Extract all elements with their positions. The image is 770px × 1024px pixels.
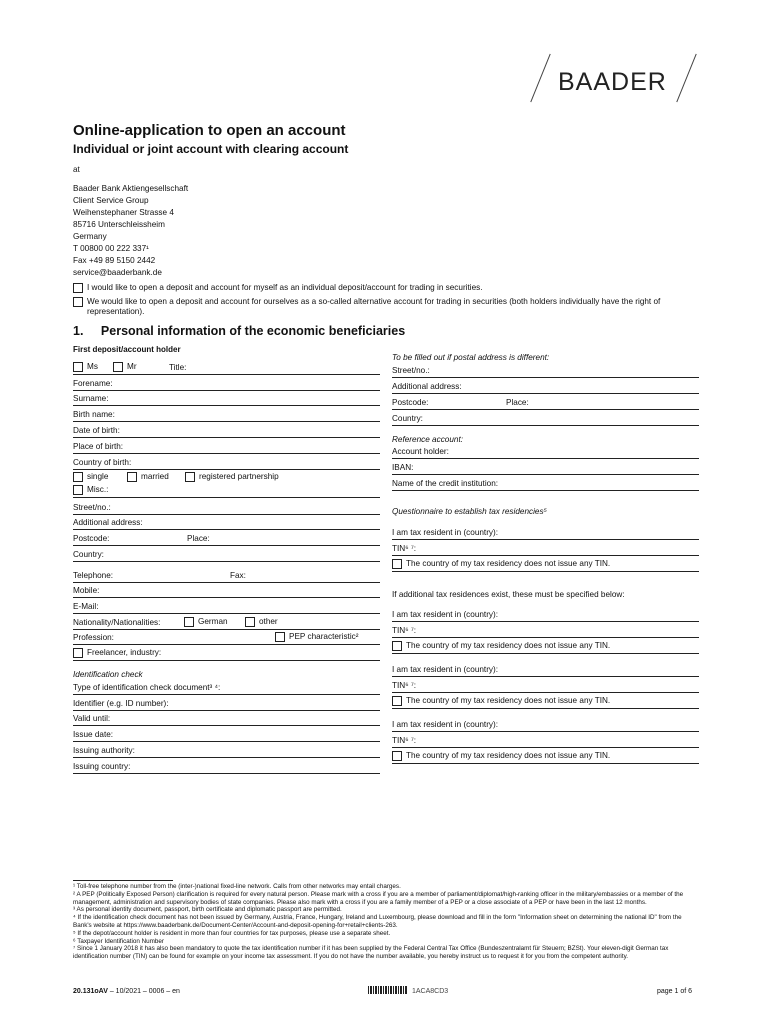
date-of-birth-field[interactable] — [73, 423, 380, 438]
issuing-authority-field[interactable] — [73, 743, 380, 758]
no-tin-label: The country of my tax residency does not issue any TIN. — [406, 696, 611, 706]
reference-account-heading: Reference account: — [392, 435, 464, 444]
address-line: Baader Bank Aktiengesellschaft — [73, 184, 189, 193]
identifier-field[interactable] — [73, 696, 380, 711]
surname-label: Surname: — [73, 394, 109, 403]
footnote: ¹ Toll-free telephone number from the (inter-)national fixed-line network. Calls from other networks may entail charges. — [73, 883, 401, 890]
footnote: ⁷ Since 1 January 2018 it has also been mandatory to quote the tax identification number if it has been supplied by the Federal Central Tax Office (Bundeszentralamt für Steuern; BZSt). Your eleven-digit German tax identification number (TIN) can be found for example on your income tax assessment. If you do not have the number available, you hereby instruct us to request it for you from the competent authority. — [73, 945, 669, 961]
postal-country-field[interactable] — [392, 411, 699, 426]
footnote: ⁵ If the depot/account holder is resident in more than four countries for tax purposes, please use a separate sheet. — [73, 929, 391, 937]
individual-account-label: I would like to open a deposit and account for myself as an individual deposit/account for trading in securities. — [87, 283, 483, 292]
address-line: Client Service Group — [73, 196, 149, 205]
profession-field[interactable] — [73, 630, 380, 645]
tin-label: TIN⁶ ⁷: — [392, 544, 417, 553]
telephone-label: Telephone: — [73, 571, 114, 580]
other-label: other — [259, 617, 278, 627]
barcode — [368, 986, 408, 994]
forename-field[interactable] — [73, 376, 380, 391]
logo-text: BAADER — [558, 68, 667, 96]
joint-account-checkbox[interactable] — [73, 297, 83, 307]
fax-label: Fax: — [230, 571, 246, 580]
section-title: Personal information of the economic beneficiaries — [100, 324, 406, 338]
footnotes — [73, 883, 700, 961]
no-tin-checkbox[interactable] — [392, 641, 402, 651]
nationality-field[interactable] — [73, 615, 380, 630]
ms-checkbox[interactable] — [73, 362, 83, 372]
postal-additional-address-label: Additional address: — [392, 382, 462, 391]
id-type-label: Type of identification check document³ ⁴: — [73, 683, 221, 692]
german-checkbox[interactable] — [184, 617, 194, 627]
section-heading — [73, 324, 405, 338]
additional-address-field[interactable] — [73, 515, 380, 530]
country-field[interactable] — [73, 547, 380, 562]
address-line: Weihenstephaner Strasse 4 — [73, 208, 174, 217]
no-tin-checkbox[interactable] — [392, 559, 402, 569]
page-title: Online-application to open an account — [73, 122, 346, 139]
postal-address-note: To be filled out if postal address is different: — [392, 353, 550, 362]
issue-date-label: Issue date: — [73, 730, 114, 739]
pep-checkbox[interactable] — [275, 632, 285, 642]
birth-name-label: Birth name: — [73, 410, 115, 419]
valid-until-field[interactable] — [73, 711, 380, 726]
postal-postcode-label: Postcode: — [392, 398, 429, 407]
logo-slash-left — [530, 54, 550, 103]
no-tin-label: The country of my tax residency does not issue any TIN. — [406, 641, 611, 651]
mobile-field[interactable] — [73, 583, 380, 598]
title-label: Title: — [169, 363, 187, 372]
additional-tax-note: If additional tax residences exist, these must be specified below: — [392, 590, 625, 599]
tin-label: TIN⁶ ⁷: — [392, 681, 417, 690]
telephone-fax-field[interactable] — [73, 568, 380, 583]
mr-checkbox[interactable] — [113, 362, 123, 372]
freelancer-label: Freelancer, industry: — [87, 648, 162, 658]
tin-field[interactable] — [392, 678, 699, 693]
no-tin-row — [392, 749, 699, 764]
footnote: ⁴ If the identification check document has not been issued by Germany, Austria, France, Hungary, Ireland and Luxembourg, please download and fill in the form "Information sheet on determining the national ID" from the Bank's website at https://www.baaderbank.de/Document-Center/Account-and-deposit-opening-for+retail+clients-263. — [73, 914, 682, 929]
id-check-heading: Identification check — [73, 670, 143, 679]
postal-street-field[interactable] — [392, 363, 699, 378]
valid-until-label: Valid until: — [73, 714, 111, 723]
postal-postcode-place-field[interactable] — [392, 395, 699, 410]
postal-additional-address-field[interactable] — [392, 379, 699, 394]
account-holder-label: Account holder: — [392, 447, 449, 456]
postal-place-label: Place: — [506, 398, 529, 407]
postal-country-label: Country: — [392, 414, 423, 423]
email-field[interactable] — [73, 599, 380, 614]
profession-label: Profession: — [73, 633, 114, 642]
marital-status-row — [73, 472, 108, 482]
page-number: page 1 of 6 — [657, 988, 693, 995]
country-label: Country: — [73, 550, 104, 559]
postcode-place-field[interactable] — [73, 531, 380, 546]
baader-logo — [528, 48, 698, 108]
salutation-row — [73, 360, 380, 375]
address-line: Germany — [73, 232, 107, 241]
form-code-rest: – 10/2021 – 0006 – en — [107, 988, 180, 995]
tax-resident-field[interactable] — [392, 662, 699, 677]
freelancer-checkbox[interactable] — [73, 648, 83, 658]
postal-street-label: Street/no.: — [392, 366, 430, 375]
joint-account-label: We would like to open a deposit and account for ourselves as a so-called alternative account for trading in securities (both holders individually have the right of representation). — [87, 297, 661, 316]
birth-name-field[interactable] — [73, 407, 380, 422]
first-holder-heading: First deposit/account holder — [73, 345, 181, 354]
country-of-birth-field[interactable] — [73, 455, 380, 470]
section-number: 1. — [73, 324, 84, 338]
pep-label: PEP characteristic² — [289, 632, 359, 642]
place-of-birth-field[interactable] — [73, 439, 380, 454]
misc-field[interactable] — [73, 483, 380, 498]
country-of-birth-label: Country of birth: — [73, 458, 132, 467]
iban-field[interactable] — [392, 460, 699, 475]
tax-resident-label: I am tax resident in (country): — [392, 610, 499, 619]
form-code — [73, 988, 180, 995]
issuing-country-field[interactable] — [73, 759, 380, 774]
misc-label: Misc.: — [87, 485, 109, 495]
registered-partnership-label: registered partnership — [199, 472, 279, 482]
email-label: E-Mail: — [73, 602, 99, 611]
tin-label: TIN⁶ ⁷: — [392, 626, 417, 635]
surname-field[interactable] — [73, 391, 380, 406]
married-checkbox[interactable] — [127, 472, 137, 482]
freelancer-field[interactable] — [73, 646, 380, 661]
form-code-number: 20.131oAV — [73, 988, 108, 995]
address-line: Fax +49 89 5150 2442 — [73, 256, 156, 265]
tax-resident-label: I am tax resident in (country): — [392, 528, 499, 537]
tax-questionnaire-heading: Questionnaire to establish tax residencies⁵ — [392, 507, 547, 516]
tax-resident-label: I am tax resident in (country): — [392, 665, 499, 674]
issue-date-field[interactable] — [73, 727, 380, 742]
date-of-birth-label: Date of birth: — [73, 426, 120, 435]
no-tin-label: The country of my tax residency does not issue any TIN. — [406, 559, 611, 569]
no-tin-checkbox[interactable] — [392, 751, 402, 761]
tax-resident-field[interactable] — [392, 607, 699, 622]
footnote: ³ As personal identity document, passport, birth certificate and diplomatic passport are permitted. — [73, 906, 342, 914]
no-tin-row — [392, 557, 699, 572]
tax-resident-field[interactable] — [392, 717, 699, 732]
barcode-text: 1ACA8CD3 — [412, 988, 449, 995]
credit-institution-label: Name of the credit institution: — [392, 479, 499, 488]
page-subtitle: Individual or joint account with clearing account — [73, 142, 349, 156]
address-line: 85716 Unterschleissheim — [73, 220, 165, 229]
ms-label: Ms — [87, 362, 98, 372]
footnote: ² A PEP (Politically Exposed Person) clarification is required for every natural person. Please mark with a cross if you are a member of parliament/diplomat/high-ranking officer in the military/embassies or a member of the management, administration and supervisory bodies of state companies. Please also mark with a cross if you are a family member of a PEP or a close associate of a PEP or have been in the last 12 months. — [73, 890, 684, 906]
additional-address-label: Additional address: — [73, 518, 143, 527]
no-tin-checkbox[interactable] — [392, 696, 402, 706]
tax-resident-label: I am tax resident in (country): — [392, 720, 499, 729]
forename-label: Forename: — [73, 379, 113, 388]
issuing-authority-label: Issuing authority: — [73, 746, 135, 755]
tax-resident-field[interactable] — [392, 525, 699, 540]
address-line: service@baaderbank.de — [73, 268, 162, 277]
no-tin-row — [392, 694, 699, 709]
nationality-label: Nationality/Nationalities: — [73, 618, 161, 627]
no-tin-row — [392, 639, 699, 654]
registered-partnership-checkbox[interactable] — [185, 472, 195, 482]
issuing-country-label: Issuing country: — [73, 762, 131, 771]
place-of-birth-label: Place of birth: — [73, 442, 124, 451]
address-line: T 00800 00 222 337¹ — [73, 244, 149, 253]
place-label: Place: — [187, 534, 210, 543]
mobile-label: Mobile: — [73, 586, 100, 595]
mr-label: Mr — [127, 362, 137, 372]
footnote-divider — [73, 880, 173, 881]
id-type-field[interactable] — [73, 680, 380, 695]
iban-label: IBAN: — [392, 463, 414, 472]
tin-label: TIN⁶ ⁷: — [392, 736, 417, 745]
tin-field[interactable] — [392, 733, 699, 748]
individual-account-checkbox[interactable] — [73, 283, 83, 293]
logo-slash-right — [676, 54, 696, 103]
misc-checkbox[interactable] — [73, 485, 83, 495]
street-field[interactable] — [73, 500, 380, 515]
credit-institution-field[interactable] — [392, 476, 699, 491]
other-nationality-checkbox[interactable] — [245, 617, 255, 627]
at-label: at — [73, 165, 80, 174]
german-label: German — [198, 617, 228, 627]
no-tin-label: The country of my tax residency does not issue any TIN. — [406, 751, 611, 761]
tin-field[interactable] — [392, 623, 699, 638]
married-label: married — [141, 472, 169, 482]
postcode-label: Postcode: — [73, 534, 110, 543]
street-label: Street/no.: — [73, 503, 111, 512]
tin-field[interactable] — [392, 541, 699, 556]
account-holder-field[interactable] — [392, 444, 699, 459]
single-checkbox[interactable] — [73, 472, 83, 482]
footnote: ⁶ Taxpayer Identification Number — [73, 937, 165, 945]
bank-address — [73, 183, 188, 279]
single-label: single — [87, 472, 109, 482]
identifier-label: Identifier (e.g. ID number): — [73, 699, 169, 708]
